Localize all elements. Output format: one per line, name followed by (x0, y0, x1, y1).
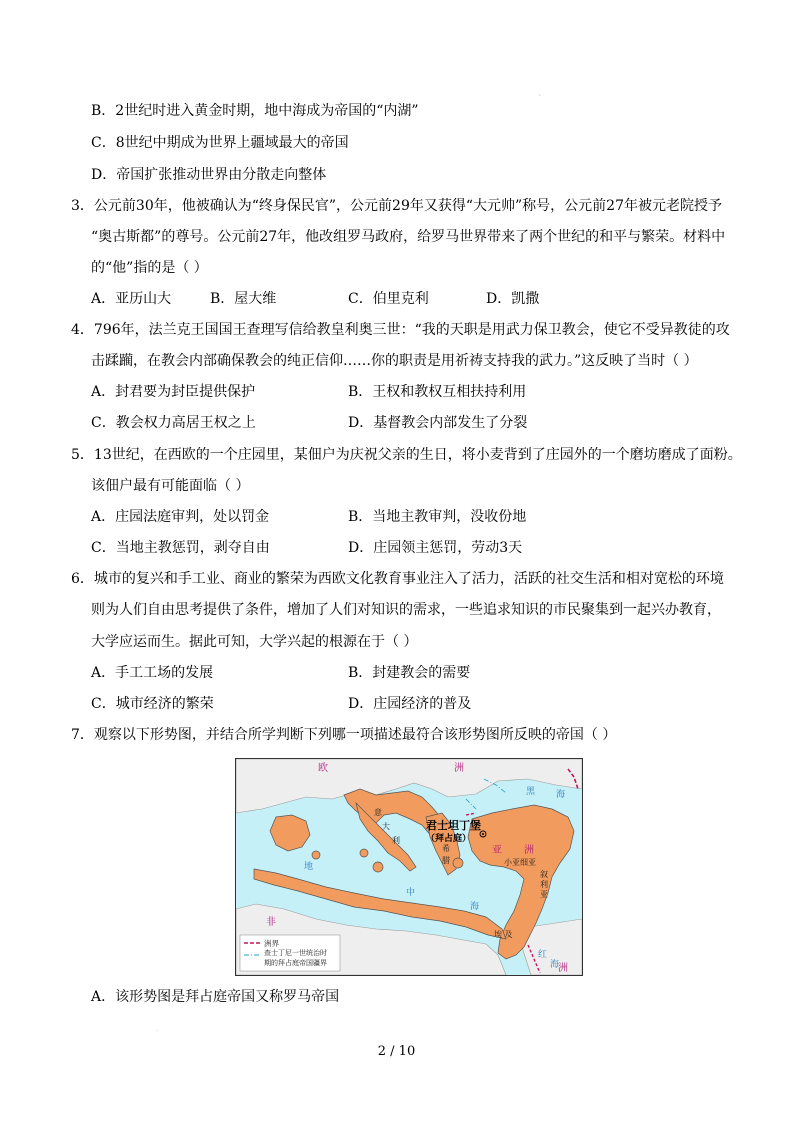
q2-option-d: D．帝国扩张推动世界由分散走向整体 (91, 167, 327, 183)
page-number: 2 / 10 (377, 1044, 416, 1059)
q6-stem-line2: 则为人们自由思考提供了条件，增加了人们对知识的需求，一些追求知识的市民聚集到一起兴办教育， (91, 602, 721, 618)
q3-option-a: A．亚历山大 (91, 291, 172, 307)
q6-stem-line3: 大学应运而生。据此可知，大学兴起的根源在于（ ） (91, 634, 418, 650)
map-label-italy-3: 利 (392, 836, 400, 845)
map-label-black-sea-1: 黑 (526, 787, 536, 797)
q4-option-a: A．封君要为封臣提供保护 (91, 384, 256, 400)
map-label-red-sea-1: 红 (538, 950, 548, 960)
legend-boundary-label: 洲界 (264, 939, 279, 948)
q3-stem-line2: “奥古斯都”的尊号。公元前27年，他改组罗马政府，给罗马世界带来了两个世纪的和平与繁荣。材料中 (91, 229, 726, 245)
byzantine-empire-map (235, 758, 583, 976)
q6-stem-line1: 6．城市的复兴和手工业、商业的繁荣为西欧文化教育事业注入了活力，活跃的社交生活和相对宽松的环境 (71, 571, 724, 587)
q3-option-b: B．屋大维 (210, 291, 277, 307)
q6-option-b: B．封建教会的需要 (348, 665, 471, 681)
q6-option-a: A．手工工场的发展 (91, 665, 214, 681)
map-label-egypt: 埃 及 (494, 930, 513, 939)
map-label-med-3: 海 (470, 902, 480, 912)
map-label-asia-minor: 小亚细亚 (504, 858, 536, 867)
map-label-greece-2: 腊 (442, 856, 450, 865)
map-label-syria-1: 叙 (540, 870, 548, 879)
map-label-africa-zhou: 洲 (558, 963, 568, 974)
legend-empire-label-line2: 期的拜占庭帝国疆界 (264, 959, 327, 967)
q4-option-c: C．教会权力高居王权之上 (91, 415, 256, 431)
map-label-constantinople: 君士坦丁堡 (426, 819, 481, 832)
map-label-med-2: 中 (406, 888, 416, 898)
map-label-europe: 欧 (318, 763, 328, 774)
q4-stem-line2: 击蹂躏，在教会内部确保教会的纯正信仰……你的职责是用祈祷支持我的武力。”这反映了当时（ ） (91, 353, 698, 369)
legend-empire-label-line1: 查士丁尼一世统治时 (264, 949, 327, 957)
map-label-byzantium: （拜占庭） (426, 834, 472, 844)
q7-option-a: A．该形势图是拜占庭帝国又称罗马帝国 (91, 989, 340, 1005)
q3-option-d: D．凯撒 (486, 291, 540, 307)
q4-option-d: D．基督教会内部发生了分裂 (348, 415, 528, 431)
q5-option-a: A．庄园法庭审判，处以罚金 (91, 509, 270, 525)
map-label-syria-3: 亚 (540, 890, 548, 899)
q5-option-c: C．当地主教惩罚，剥夺自由 (91, 540, 270, 556)
q6-option-d: D．庄园经济的普及 (348, 696, 472, 712)
map-label-italy-1: 意 (374, 808, 382, 817)
scan-dot: , (539, 90, 541, 97)
q3-stem-line3: 的“他”指的是（ ） (91, 260, 208, 276)
q5-option-b: B．当地主教审判，没收份地 (348, 509, 527, 525)
q5-stem-line2: 该佃户最有可能面临（ ） (91, 478, 250, 494)
map-label-italy-2: 大 (382, 822, 390, 831)
q5-option-d: D．庄园领主惩罚，劳动3天 (348, 540, 523, 556)
q2-option-b: B．2世纪时进入黄金时期，地中海成为帝国的“内湖” (91, 103, 419, 119)
map-label-asia-zhou: 洲 (524, 845, 534, 856)
map-label-black-sea-2: 海 (556, 790, 566, 800)
q5-stem-line1: 5．13世纪，在西欧的一个庄园里，某佃户为庆祝父亲的生日，将小麦背到了庄园外的一个磨坊磨成了面粉。 (71, 447, 742, 463)
map-label-asia: 亚 (492, 845, 502, 856)
q2-option-c: C．8世纪中期成为世界上疆域最大的帝国 (91, 135, 349, 151)
scan-dot: . (156, 1026, 158, 1033)
map-label-red-sea-2: 海 (550, 960, 560, 970)
map-label-syria-2: 利 (540, 880, 548, 889)
map-label-europe-zhou: 洲 (454, 763, 464, 774)
q4-stem-line1: 4．796年，法兰克王国国王查理写信给教皇利奥三世：“我的天职是用武力保卫教会，使它不受异教徒的攻 (71, 322, 730, 338)
q7-stem-line1: 7．观察以下形势图，并结合所学判断下列哪一项描述最符合该形势图所反映的帝国（ ） (71, 727, 617, 743)
map-label-med-1: 地 (304, 862, 314, 872)
map-label-africa: 非 (266, 917, 276, 928)
map-label-greece-1: 希 (442, 844, 450, 853)
q4-option-b: B．王权和教权互相扶持利用 (348, 384, 527, 400)
q3-option-c: C．伯里克利 (348, 291, 429, 307)
q6-option-c: C．城市经济的繁荣 (91, 696, 214, 712)
q3-stem-line1: 3．公元前30年，他被确认为“终身保民官”，公元前29年又获得“大元帅”称号，公元前27年被元老院授予 (71, 198, 722, 214)
